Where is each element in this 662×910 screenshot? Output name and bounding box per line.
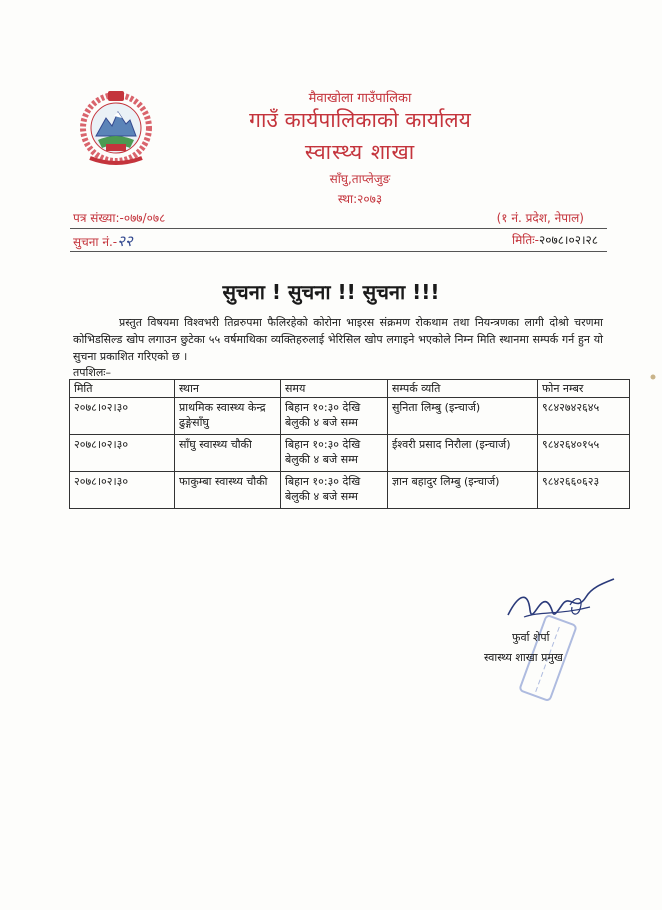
date-value: २०७८।०२।२८ xyxy=(538,233,598,247)
letter-date xyxy=(512,231,598,248)
cell-time: बिहान १०:३० देखि बेलुकी ४ बजे सम्म xyxy=(281,435,388,472)
branch-name: स्वास्थ्य शाखा xyxy=(304,140,416,164)
cell-date: २०७८।०२।३० xyxy=(70,398,175,435)
header-place: स्थान xyxy=(175,380,281,398)
notice-title: सुचना ! सुचना !! सुचना !!! xyxy=(222,280,440,304)
letter-number-label: पत्र संख्या:- xyxy=(73,211,124,225)
table-header-row xyxy=(70,380,630,398)
margin-speck xyxy=(648,372,658,382)
notice-number xyxy=(73,231,133,251)
cell-date: २०७८।०२।३० xyxy=(70,472,175,509)
office-name: गाउँ कार्यपालिकाको कार्यालय xyxy=(249,108,471,132)
table-row xyxy=(70,398,630,435)
cell-phone: ९८४२६४०१५५ xyxy=(538,435,630,472)
letter-number-value: ०७७/०७८ xyxy=(123,211,166,225)
date-label: मितिः- xyxy=(511,233,539,247)
cell-place: प्राथमिक स्वास्थ्य केन्द्र ढुङ्गेसाँघु xyxy=(175,398,281,435)
notice-body: प्रस्तुत विषयमा विश्वभरी तिव्ररुपमा फैलिरहेको कोरोना भाइरस संक्रमण रोकथाम तथा नियन्त्रणका लागी दोश्रो चरणमा कोभिडसिल्ड खोप लगाउन छुटेका ५५ वर्षमाथिका व्यक्तिहरुलाई भेरिसिल खोप लगाइने भएकोले निम्न मिति स्थानमा सम्पर्क गर्न हुन यो सुचना प्रकाशित गरिएको छ । xyxy=(73,316,603,363)
cell-phone: ९८४२७४२६४५ xyxy=(538,398,630,435)
nepal-emblem-icon xyxy=(78,86,154,166)
notice-number-label: सुचना नं.- xyxy=(73,235,118,249)
cell-time: बिहान १०:३० देखि बेलुकी ४ बजे सम्म xyxy=(281,398,388,435)
header-contact: सम्पर्क व्यति xyxy=(388,380,538,398)
signatory-name: फुर्वा शेर्पा xyxy=(512,631,550,644)
header-date: मिति xyxy=(70,380,175,398)
cell-contact: ज्ञान बहादुर लिम्बु (इन्चार्ज) xyxy=(388,472,538,509)
cell-place: फाकुम्बा स्वास्थ्य चौकी xyxy=(175,472,281,509)
letter-number xyxy=(73,209,165,226)
office-location: साँघु,ताप्लेजुङ xyxy=(329,172,391,186)
established-year: स्था:२०७३ xyxy=(337,192,383,206)
header-time: समय xyxy=(281,380,388,398)
cell-time: बिहान १०:३० देखि बेलुकी ४ बजे सम्म xyxy=(281,472,388,509)
schedule-table xyxy=(69,379,630,509)
signature-scrawl xyxy=(500,575,620,635)
municipality-name: मैवाखोला गाउँपालिका xyxy=(308,91,412,106)
cell-place: साँघु स्वास्थ्य चौकी xyxy=(175,435,281,472)
province-label: (१ नं. प्रदेश, नेपाल) xyxy=(496,211,584,225)
cell-contact: सुनिता लिम्बु (इन्चार्ज) xyxy=(388,398,538,435)
details-label: तपशिलः– xyxy=(73,366,112,379)
cell-date: २०७८।०२।३० xyxy=(70,435,175,472)
signatory-title: स्वास्थ्य शाखा प्रमुख xyxy=(484,651,563,664)
header-divider-bottom xyxy=(70,251,607,252)
notice-number-value: २२ xyxy=(117,232,133,250)
cell-phone: ९८४२६६०६२३ xyxy=(538,472,630,509)
cell-contact: ईश्वरी प्रसाद निरौला (इन्चार्ज) xyxy=(388,435,538,472)
header-divider xyxy=(70,228,607,229)
header-phone: फोन नम्बर xyxy=(538,380,630,398)
table-row xyxy=(70,435,630,472)
table-row xyxy=(70,472,630,509)
